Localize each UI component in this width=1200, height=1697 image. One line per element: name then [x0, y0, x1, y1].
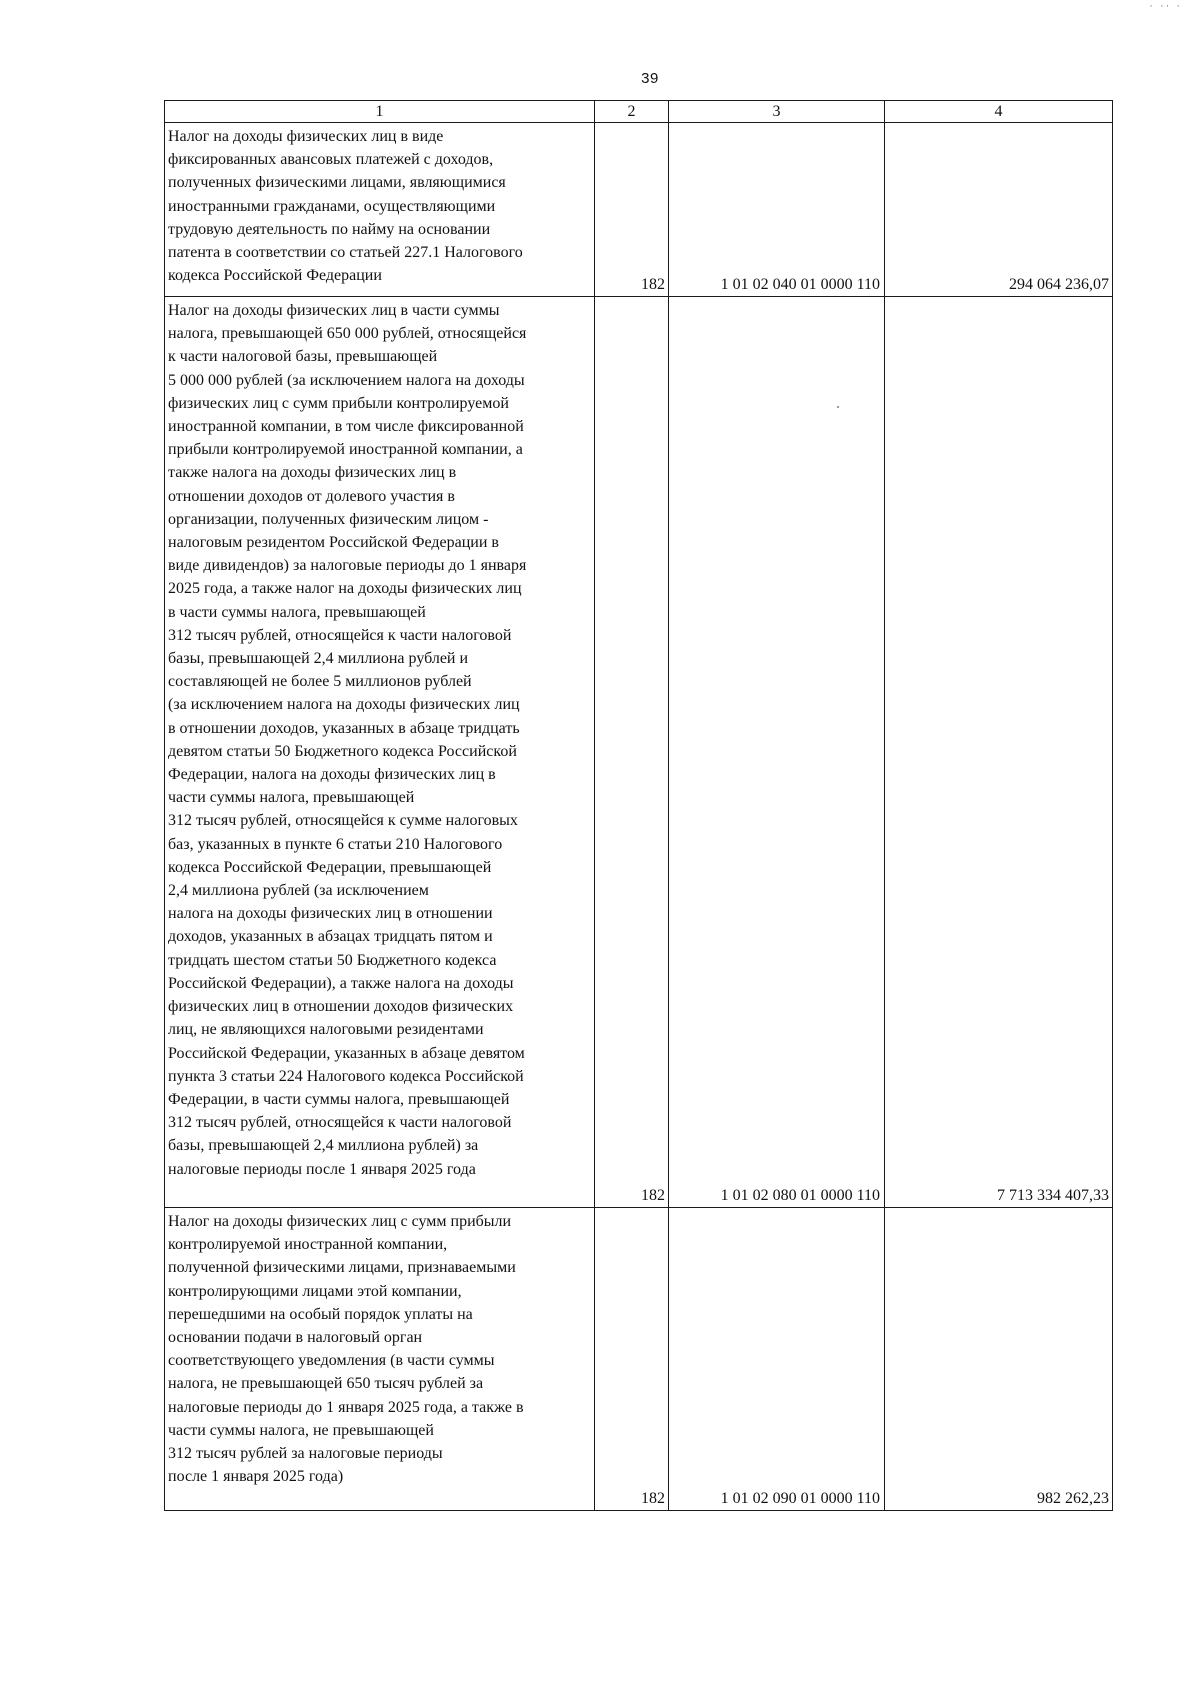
page-number: 39 — [641, 70, 659, 87]
amount-cell: 982 262,23 — [885, 1208, 1113, 1511]
budget-classification-code-cell: 1 01 02 080 01 0000 110 — [669, 297, 885, 1208]
table-row — [165, 1208, 1113, 1511]
column-header-3: 3 — [669, 101, 885, 123]
revenue-table — [164, 100, 1113, 1511]
admin-code-cell: 182 — [595, 1208, 669, 1511]
admin-code-cell: 182 — [595, 123, 669, 297]
table-header-row — [165, 101, 1113, 123]
admin-code-cell: 182 — [595, 297, 669, 1208]
income-description: Налог на доходы физических лиц в части суммы налога, превышающей 650 000 рублей, относящейся к части налоговой базы, превышающей 5 000 000 рублей (за исключением налога на доходы физических лиц с сумм прибыли контролируемой иностранной компании, в том числе фиксированной прибыли контролируемой иностранной компании, а также налога на доходы физических лиц в отношении доходов от долевого участия в организации, полученных физическим лицом - налоговым резидентом Российской Федерации в виде дивидендов) за налоговые периоды до 1 января 2025 года, а также налог на доходы физических лиц в части суммы налога, превышающей 312 тысяч рублей, относящейся к части налоговой базы, превышающей 2,4 миллиона рублей и составляющей не более 5 миллионов рублей (за исключением налога на доходы физических лиц в отношении доходов, указанных в абзаце тридцать девятом статьи 50 Бюджетного кодекса Российской Федерации, налога на доходы физических лиц в части суммы налога, превышающей 312 тысяч рублей, относящейся к сумме налоговых баз, указанных в пункте 6 статьи 210 Налогового кодекса Российской Федерации, превышающей 2,4 миллиона рублей (за исключением налога на доходы физических лиц в отношении доходов, указанных в абзацах тридцать пятом и тридцать шестом статьи 50 Бюджетного кодекса Российской Федерации), а также налога на доходы физических лиц в отношении доходов физических лиц, не являющихся налоговыми резидентами Российской Федерации, указанных в абзаце девятом пункта 3 статьи 224 Налогового кодекса Российской Федерации, в части суммы налога, превышающей 312 тысяч рублей, относящейся к части налоговой базы, превышающей 2,4 миллиона рублей) за налоговые периоды после 1 января 2025 года — [168, 302, 527, 1178]
budget-classification-code-cell: 1 01 02 040 01 0000 110 — [669, 123, 885, 297]
column-header-1: 1 — [165, 101, 595, 123]
income-description: Налог на доходы физических лиц в виде фиксированных авансовых платежей с доходов, полученных физическими лицами, являющимися иностранными гражданами, осуществляющими трудовую деятельность по найму на основании патента в соответствии со статьей 227.1 Налогового кодекса Российской Федерации — [168, 128, 523, 285]
income-description-cell — [165, 123, 595, 297]
income-description-cell — [165, 297, 595, 1208]
table-row — [165, 123, 1113, 297]
income-description: Налог на доходы физических лиц с сумм прибыли контролируемой иностранной компании, полученной физическими лицами, признаваемыми контролирующими лицами этой компании, перешедшими на особый порядок уплаты на основании подачи в налоговый орган соответствующего уведомления (в части суммы налога, не превышающей 650 тысяч рублей за налоговые периоды до 1 января 2025 года, а также в части суммы налога, не превышающей 312 тысяч рублей за налоговые периоды после 1 января 2025 года) — [168, 1213, 524, 1486]
table-row — [165, 297, 1113, 1208]
budget-classification-code-cell: 1 01 02 090 01 0000 110 — [669, 1208, 885, 1511]
amount-cell: 294 064 236,07 — [885, 123, 1113, 297]
column-header-4: 4 — [885, 101, 1113, 123]
column-header-2: 2 — [595, 101, 669, 123]
amount-cell: 7 713 334 407,33 — [885, 297, 1113, 1208]
scan-artifact-mark: · ·· · — [1149, 0, 1182, 12]
scan-speck — [837, 406, 839, 408]
income-description-cell — [165, 1208, 595, 1511]
